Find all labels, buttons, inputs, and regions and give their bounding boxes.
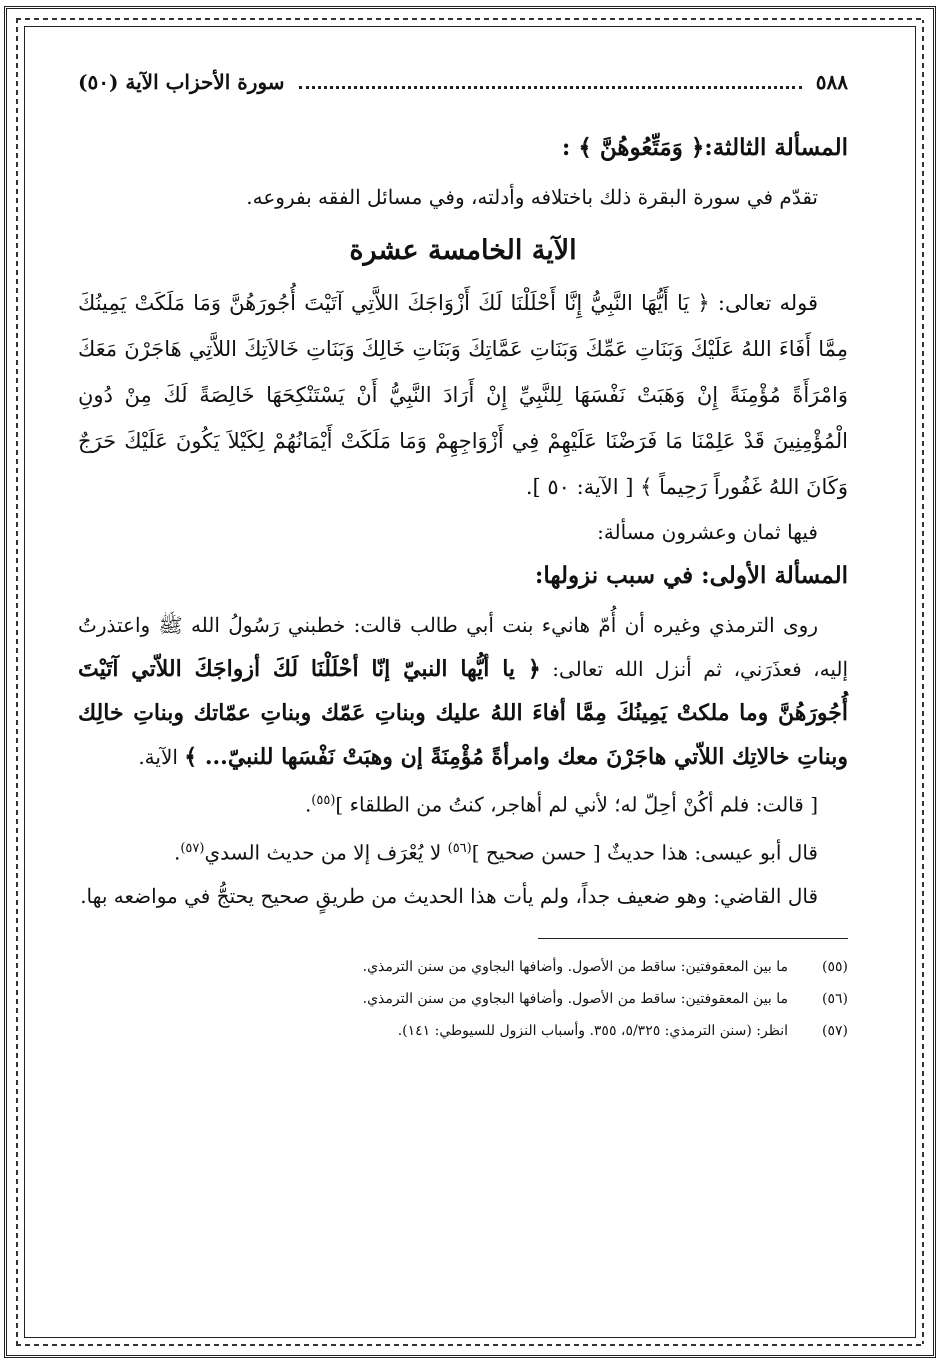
footnote-separator (538, 938, 848, 939)
footnote-ref-57[interactable]: (٥٧) (180, 840, 205, 856)
footnote-ref-55[interactable]: (٥٥) (311, 793, 336, 808)
footnote (78, 983, 848, 1015)
masala1-intro: روى الترمذي وغيره أن أُمّ هانيء بنت أبي طالب قالت: خطبني رَسُولُ الله ﷺ واعتذرتُ إليه، فعذَرَني، ثم أنزل الله تعالى: (78, 613, 848, 681)
count-line: فيها ثمان وعشرون مسألة: (597, 520, 818, 544)
footnote-text: انظر: (سنن الترمذي: ٥/٣٢٥، ٣٥٥. وأسباب النزول للسيوطي: ١٤١). (397, 1023, 788, 1040)
running-title: سورة الأحزاب الآية (٥٠) (78, 70, 285, 94)
abu-isa-part2: لا يُعْرَف إلا من حديث السدي (204, 840, 442, 865)
footnote-text: ما بين المعقوفتين: ساقط من الأصول. وأضافها البجاوي من سنن الترمذي. (362, 991, 788, 1008)
page-content (78, 70, 848, 1047)
footnote-number: (٥٧) (822, 1023, 848, 1040)
quote-text: [ قالت: فلم أكُنْ أحِلّ له؛ لأني لم أهاجر، كنتُ من الطلقاء ] (335, 792, 818, 817)
masala3-text: تقدّم في سورة البقرة ذلك باختلافه وأدلته، وفي مسائل الفقه بفروعه. (246, 185, 818, 209)
masala1-title: المسألة الأولى: في سبب نزولها: (534, 562, 848, 589)
masala1-end: الآية. (138, 745, 178, 769)
page-number: ٥٨٨ (815, 70, 848, 94)
abu-isa-part1: قال أبو عيسى: هذا حديثٌ [ حسن صحيح ] (471, 840, 818, 865)
footnote-number: (٥٦) (822, 991, 848, 1008)
masala3-title: المسألة الثالثة:﴿ وَمَتِّعُوهُنَّ ﴾ : (561, 134, 848, 161)
quran-passage: قوله تعالى: ﴿ يَا أَيُّهَا النَّبِيُّ إِنَّا أَحْلَلْنَا لَكَ أَزْوَاجَكَ اللاَّتِي آتَيْتَ أُجُورَهُنَّ وَمَا مَلَكَتْ يَمِينُكَ مِمَّا أَفَاءَ اللهُ عَلَيْكَ وَبَنَاتِ عَمِّكَ وَبَنَاتِ عَمَّاتِكَ وَبَنَاتِ خَالِكَ وَبَنَاتِ خَالاَتِكَ اللاَّتِي هَاجَرْنَ مَعَكَ وَامْرَأَةً مُؤْمِنَةً إِنْ وَهَبَتْ نَفْسَهَا لِلنَّبِيِّ إِنْ أَرَادَ النَّبِيُّ أَنْ يَسْتَنْكِحَهَا خَالِصَةً لَكَ مِنْ دُونِ الْمُؤْمِنِينَ قَدْ عَلِمْنَا مَا فَرَضْنَا عَلَيْهِمْ فِي أَزْوَاجِهِمْ وَمَا مَلَكَتْ أَيْمَانُهُمْ لِكَيْلاَ يَكُونَ عَلَيْكَ حَرَجٌ وَكَانَ اللهُ غَفُوراً رَحِيماً ﴾ [ الآية: ٥٠ ]. (78, 291, 848, 499)
header-dots (299, 74, 802, 89)
footnote (78, 951, 848, 983)
footnote-number: (٥٥) (822, 959, 848, 976)
footnote-text: ما بين المعقوفتين: ساقط من الأصول. وأضافها البجاوي من سنن الترمذي. (362, 959, 788, 976)
qadi-paragraph: قال القاضي: وهو ضعيف جداً، ولم يأت هذا الحديث من طريقٍ صحيح يحتجُّ في مواضعه بها. (80, 884, 818, 909)
abu-isa-paragraph: قال أبو عيسى: هذا حديثٌ [ حسن صحيح ]$^{(٥٦)}$ لا يُعْرَف إلا من حديث السدي$^{(٥٧)}$. (173, 840, 818, 865)
running-header (78, 70, 848, 94)
footnote (78, 1015, 848, 1047)
footnote-ref-56[interactable]: (٥٦) (447, 840, 472, 856)
masala1-quran: ﴿ يا أيُّها النبيّ إنّا أحْلَلْنَا لَكَ أزواجَكَ اللاّتي آتَيْتَ أُجُورَهُنَّ وما ملكتْ يَمِينُكَ مِمَّا أفاءَ اللهُ عليك وبناتِ عَمّك وبناتِ عمّاتك وبناتِ خالِك وبناتِ خالاتِك اللاّتي هاجَرْنَ معك وامرأةً مُؤْمِنَةً إن وهبَتْ نَفْسَها للنبيّ... ﴾ (78, 656, 848, 770)
ayah-heading: الآية الخامسة عشرة (349, 235, 577, 266)
masala1-text (78, 603, 848, 779)
quote-paragraph: [ قالت: فلم أكُنْ أحِلّ له؛ لأني لم أهاجر، كنتُ من الطلقاء ]$^{(٥٥)}$. (304, 792, 818, 817)
